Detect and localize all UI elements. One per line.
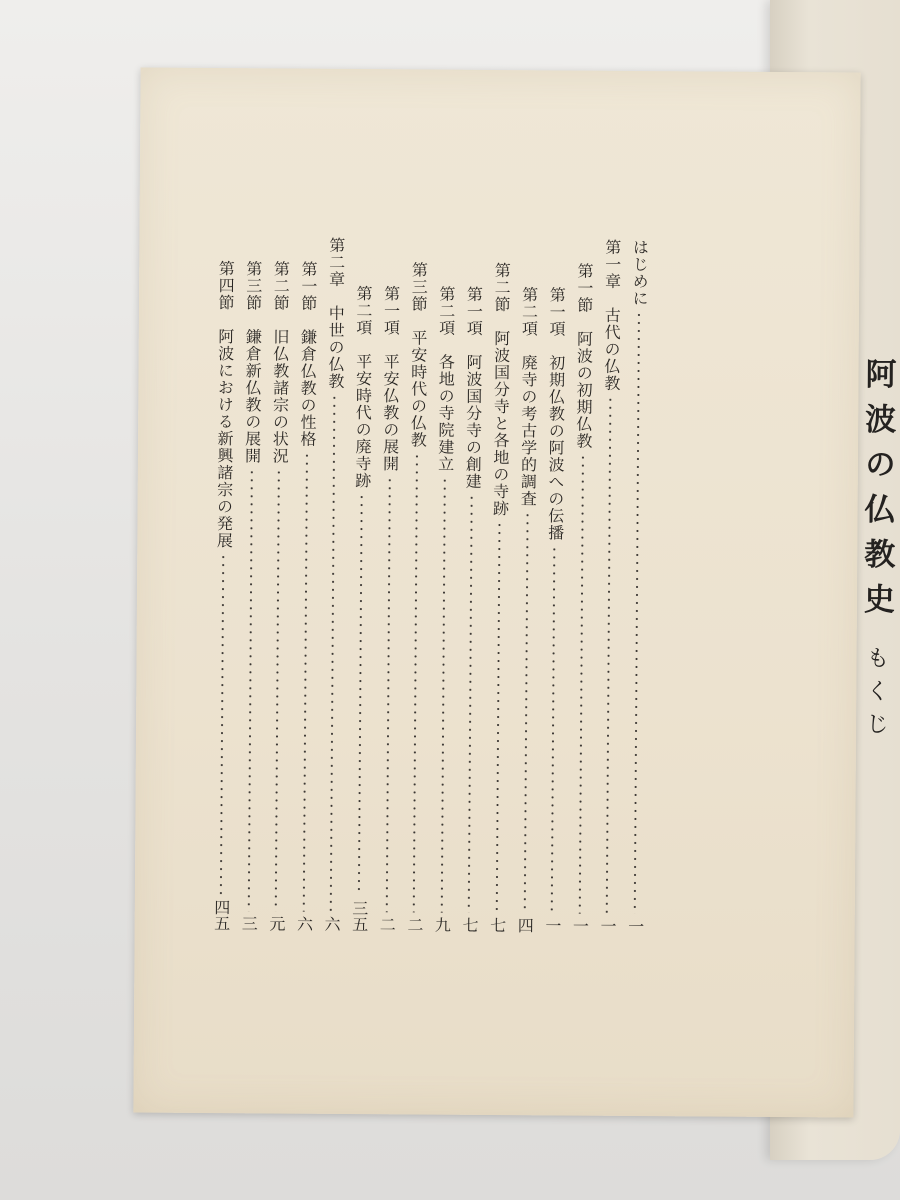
toc-page-number: 一 bbox=[625, 917, 645, 935]
title-main: 阿波の仏教史 bbox=[857, 357, 896, 628]
toc-page-number: 二 bbox=[377, 916, 397, 933]
toc-page-number: 元 bbox=[266, 915, 286, 932]
toc-entry-label: 第二節 阿波国分寺と各地の寺跡 bbox=[490, 261, 512, 518]
toc-entry-label: 第一章 古代の仏教 bbox=[601, 238, 622, 392]
toc-entry-label: 第三節 平安時代の仏教 bbox=[408, 261, 429, 449]
toc-entry-label: 第二項 平安時代の廃寺跡 bbox=[352, 284, 374, 490]
toc-leader-dots bbox=[606, 396, 612, 914]
toc-entry-label: 第一項 平安仏教の展開 bbox=[380, 285, 401, 473]
toc-entry-label: 第三節 鎌倉新仏教の展開 bbox=[242, 260, 263, 465]
toc-entry bbox=[291, 237, 320, 932]
toc-leader-dots bbox=[385, 476, 390, 912]
toc-page-number: 九 bbox=[432, 916, 452, 933]
toc-leader-dots bbox=[634, 311, 640, 914]
toc-entry-label: 第一項 阿波国分寺の創建 bbox=[463, 285, 484, 490]
toc-leader-dots bbox=[496, 521, 501, 913]
toc-leader-dots bbox=[579, 454, 584, 914]
toc-leader-dots bbox=[551, 545, 556, 913]
toc-page-number: 六 bbox=[294, 915, 314, 932]
toc-leader-dots bbox=[468, 494, 473, 913]
toc-page-number: 六 bbox=[322, 915, 342, 932]
toc-entry bbox=[209, 236, 238, 931]
toc-entry-label: 第一節 阿波の初期仏教 bbox=[573, 262, 595, 450]
toc-leader-dots bbox=[275, 468, 280, 911]
toc-entry-label: 第二項 各地の寺院建立 bbox=[435, 285, 456, 473]
page-title bbox=[858, 358, 900, 745]
toc-leader-dots bbox=[358, 493, 363, 896]
toc-entry-label: はじめに bbox=[629, 238, 650, 308]
toc-leader-dots bbox=[413, 452, 418, 912]
toc-page-number: 一 bbox=[570, 917, 590, 934]
toc-entry bbox=[540, 238, 569, 933]
toc-leader-dots bbox=[303, 452, 308, 912]
toc-entry bbox=[567, 239, 596, 934]
toc-leader-dots bbox=[330, 394, 336, 912]
toc-entry bbox=[457, 238, 486, 933]
toc-page-number: 四 bbox=[515, 917, 535, 934]
toc-entry bbox=[623, 239, 652, 934]
toc-entry bbox=[402, 237, 431, 932]
title-sub: もくじ bbox=[861, 645, 889, 745]
toc-entry bbox=[236, 236, 265, 931]
toc-entry bbox=[374, 237, 403, 932]
toc-page-number: 三 bbox=[239, 915, 259, 932]
toc-page-number: 四五 bbox=[211, 899, 231, 932]
toc-page-number: 一 bbox=[598, 917, 618, 934]
toc-page-number: 一 bbox=[542, 917, 562, 934]
toc-entry bbox=[347, 237, 376, 932]
toc-entry-label: 第一項 初期仏教の阿波への伝播 bbox=[545, 286, 567, 542]
toc-entry bbox=[512, 238, 541, 933]
toc-entry-label: 第二章 中世の仏教 bbox=[325, 236, 346, 390]
toc-entry-label: 第四節 阿波における新興諸宗の発展 bbox=[214, 260, 236, 550]
toc-entry bbox=[319, 237, 348, 932]
toc-entry bbox=[429, 238, 458, 933]
toc-leader-dots bbox=[523, 511, 528, 913]
toc-page-number: 七 bbox=[487, 916, 507, 934]
toc-leader-dots bbox=[220, 553, 224, 895]
book-page bbox=[133, 67, 896, 1117]
toc-leader-dots bbox=[247, 468, 252, 911]
toc-leader-dots bbox=[441, 477, 446, 913]
toc-entry bbox=[485, 238, 514, 933]
toc-entry-label: 第二節 旧仏教諸宗の状況 bbox=[270, 260, 291, 465]
toc-entry bbox=[595, 239, 624, 934]
toc-entry-label: 第一節 鎌倉仏教の性格 bbox=[297, 260, 319, 448]
toc-entry bbox=[264, 236, 293, 931]
toc-entry-label: 第二項 廃寺の考古学的調査 bbox=[518, 286, 539, 508]
toc-page-number: 七 bbox=[460, 916, 480, 933]
toc-page-number: 三五 bbox=[349, 899, 369, 933]
toc-page-number: 二 bbox=[404, 916, 424, 933]
